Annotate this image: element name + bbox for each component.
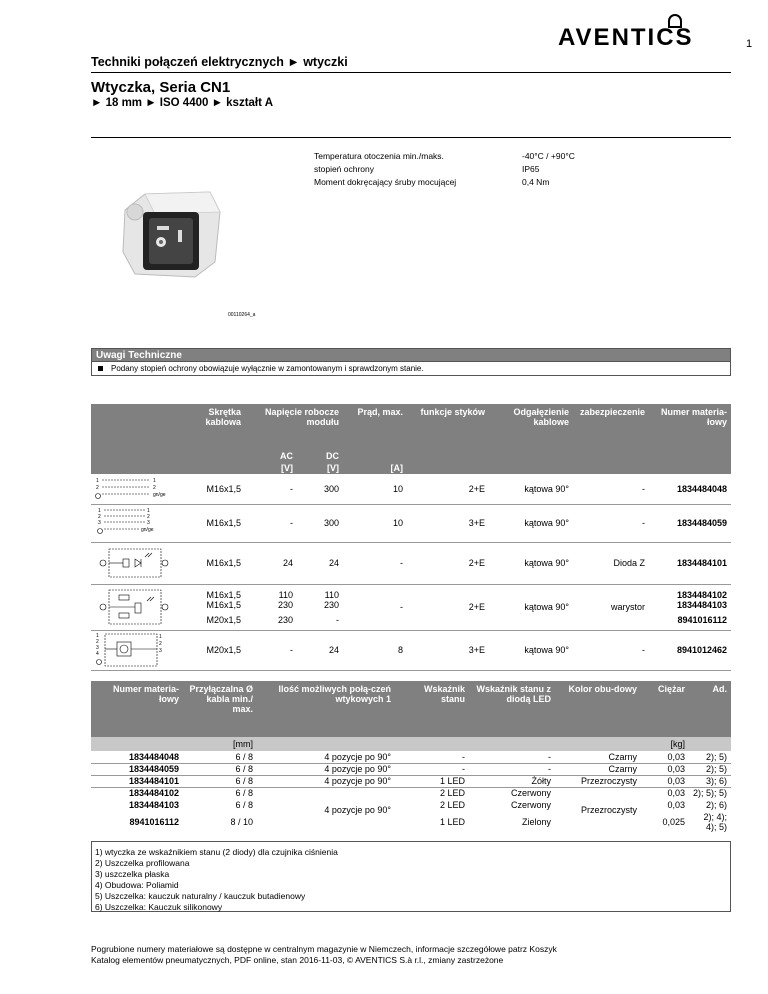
header-current: Prąd, max. [357,407,403,417]
cell-current: 8 [397,645,403,655]
footnotes [91,841,731,912]
cell-partno: 1834484102 1834484103 8941016112 [676,589,727,625]
cell-dc: 300 [323,518,339,528]
cell-positions-merged: 4 pozycje po 90° [324,805,391,816]
table-row [91,474,731,504]
svg-text:2: 2 [96,639,99,645]
unit-v-ac: [V] [281,463,293,473]
cell-partno: 1834484059 [676,518,727,528]
svg-text:3: 3 [147,520,150,526]
page-title: Wtyczka, Seria CN1 [91,79,231,96]
cell-cable: M20x1,5 [206,645,241,655]
header-outlet: Odgałęzienie kablowe [513,407,569,427]
cell-pins: 3+E [468,645,485,655]
cell-pins: 2+E [468,602,485,612]
svg-text:1: 1 [159,634,162,640]
svg-text:3: 3 [159,648,162,654]
cell-cable: M16x1,5 [206,558,241,568]
connector-photo [115,182,225,282]
table-row [91,542,731,584]
circuit-diagram [91,584,175,630]
svg-text:1: 1 [153,477,156,484]
cell-protection: - [642,518,645,528]
svg-text:2: 2 [98,514,101,520]
cell-current: 10 [392,518,403,528]
footnote: 1) wtyczka ze wskaźnikiem stanu (2 diody) dla czujnika ciśnienia [95,847,338,857]
header-dc: DC [326,451,339,461]
divider [91,72,731,73]
spec-row [314,176,575,189]
spec-row [314,163,575,176]
header-weight: Ciężar [657,684,685,694]
cell-ac: - [290,645,293,655]
cell-outlet: kątowa 90° [524,518,569,528]
cell-color-merged: Przezroczysty [580,805,637,816]
breadcrumb: Techniki połączeń elektrycznych ► wtyczki [91,55,348,69]
cell-protection: - [642,645,645,655]
table-row [91,584,731,630]
cell-cable: M16x1,5 [206,483,241,494]
page-footer [91,944,557,966]
footnote: 2) Uszczelka profilowana [95,858,190,868]
notes-text: Podany stopień ochrony obowiązuje wyłącznie w zamontowanym i sprawdzonym stanie. [111,364,424,373]
cell-pins: 2+E [468,558,485,568]
svg-text:gn/ge: gn/ge [141,527,154,533]
circuit-diagram [91,542,175,584]
svg-text:1: 1 [147,508,150,514]
spec-label: Temperatura otoczenia min./maks. [314,151,444,161]
circuit-diagram [91,630,175,670]
cell-ac: 110 230 230 [277,589,293,625]
svg-text:2: 2 [153,484,156,491]
notes-item [91,362,731,376]
spec-label: Moment dokręcający śruby mocującej [314,177,457,187]
cell-partno: 1834484101 [676,558,727,568]
svg-text:2: 2 [147,514,150,520]
spec-value: 0,4 Nm [522,177,550,187]
table-row: 1834484059 6 / 8 4 pozycje po 90° - - Czarny 0,03 2); 5) [91,763,731,775]
table-row: 8941016112 8 / 10 1 LED Zielony 0,025 2); 4); 4); 5) [129,812,727,832]
svg-text:2: 2 [159,641,162,647]
header-voltage: Napięcie robocze modułu [264,407,339,427]
cell-dc: 110 230 - [323,589,339,625]
divider [91,137,731,138]
cell-outlet: kątowa 90° [524,602,569,612]
cell-ac: - [290,483,293,494]
header-indicator-led: Wskaźnik stanu z diodą LED [476,684,551,704]
footer-line: Katalog elementów pneumatycznych, PDF online, stan 2016-11-03, © AVENTICS S.à r.l., zmiany zastrzeżone [91,955,504,965]
table-row: 1834484048 6 / 8 4 pozycje po 90° - - Czarny 0,03 2); 5) [91,751,731,763]
cell-outlet: kątowa 90° [524,645,569,655]
svg-text:3: 3 [96,645,99,651]
cell-dc: 24 [328,558,339,568]
cell-current: 10 [392,483,403,494]
cell-partno: 1834484048 [676,483,727,494]
table-row: 1834484101 6 / 8 4 pozycje po 90° 1 LED Żółty Przezroczysty 0,03 3); 6) [91,775,731,787]
page-subtitle: ► 18 mm ► ISO 4400 ► kształt A [91,97,274,109]
svg-text:gn/ge: gn/ge [153,491,166,498]
table-row: 1834484103 6 / 8 2 LED Czerwony 0,03 2); 6) [128,800,727,810]
header-color: Kolor obu-dowy [568,684,637,694]
cell-ac: 24 [282,558,293,568]
cell-cable: M16x1,5 M16x1,5 M20x1,5 [206,589,241,625]
svg-text:1: 1 [96,477,99,484]
brand-logo: AVENTICS [558,24,694,51]
svg-text:1: 1 [98,508,101,514]
footnote: 4) Obudowa: Poliamid [95,880,179,890]
header-notes: Ad. [712,684,727,694]
table-row [91,630,731,670]
cell-outlet: kątowa 90° [524,558,569,568]
header-partno: Numer materia-łowy [660,407,727,427]
footnote: 5) Uszczelka: kauczuk naturalny / kauczuk butadienowy [95,891,306,901]
svg-text:3: 3 [98,520,101,526]
header-cable-diameter: Przyłączalna Ø kabla min./ max. [189,684,253,714]
details-table [91,681,731,833]
wiring-symbol [91,474,175,504]
header-indicator: Wskaźnik stanu [423,684,465,704]
notes-heading: Uwagi Techniczne [91,348,731,362]
header-cable: Skrętka kablowa [205,407,241,427]
cell-protection: Dioda Z [613,558,645,568]
page-number: 1 [746,38,753,50]
cell-cable: M16x1,5 [206,518,241,528]
header-pins: funkcje styków [420,407,485,417]
cell-pins: 2+E [468,483,485,494]
svg-text:2: 2 [96,484,99,491]
cell-outlet: kątowa 90° [524,483,569,494]
spec-value: -40°C / +90°C [522,151,575,161]
unit-a: [A] [390,463,403,473]
cell-current: - [400,558,403,568]
product-table [91,404,731,671]
unit-mm: [mm] [233,739,253,749]
table-row: 1834484102 6 / 8 4 pozycje po 90° 2 LED Czerwony Przezroczysty 0,03 2); 5); 5) [91,787,731,799]
cell-ac: - [290,518,293,528]
header-partno: Numer materia-łowy [112,684,179,704]
unit-kg: [kg] [670,739,685,749]
cell-current: - [400,602,403,612]
unit-v-dc: [V] [327,463,339,473]
header-ac: AC [280,451,293,461]
cell-protection: - [642,483,645,494]
specs-list [314,150,575,189]
spec-label: stopień ochrony [314,164,375,174]
footnote: 3) uszczelka płaska [95,869,170,879]
cell-partno: 8941012462 [676,645,727,655]
footnote: 6) Uszczelka: Kauczuk silikonowy [95,902,223,912]
cell-pins: 3+E [468,518,485,528]
cell-dc: 300 [323,483,339,494]
spec-row [314,150,575,163]
footer-line: Pogrubione numery materiałowe są dostępne w centralnym magazynie w Niemczech, informacje szczegółowe patrz Koszyk [91,944,557,954]
header-positions: Ilość możliwych połą-czeń wtykowych 1 [278,684,391,704]
cell-dc: 24 [328,645,339,655]
cell-protection: warystor [610,602,645,612]
svg-text:4: 4 [96,651,99,657]
bullet-icon [98,366,103,371]
table-row [91,504,731,542]
photo-id: 00110264_a [228,312,256,318]
wiring-symbol [91,504,175,542]
spec-value: IP65 [522,164,540,174]
header-protection: zabezpieczenie [579,407,645,417]
svg-text:1: 1 [96,633,99,639]
logo-mark-icon [668,14,682,28]
